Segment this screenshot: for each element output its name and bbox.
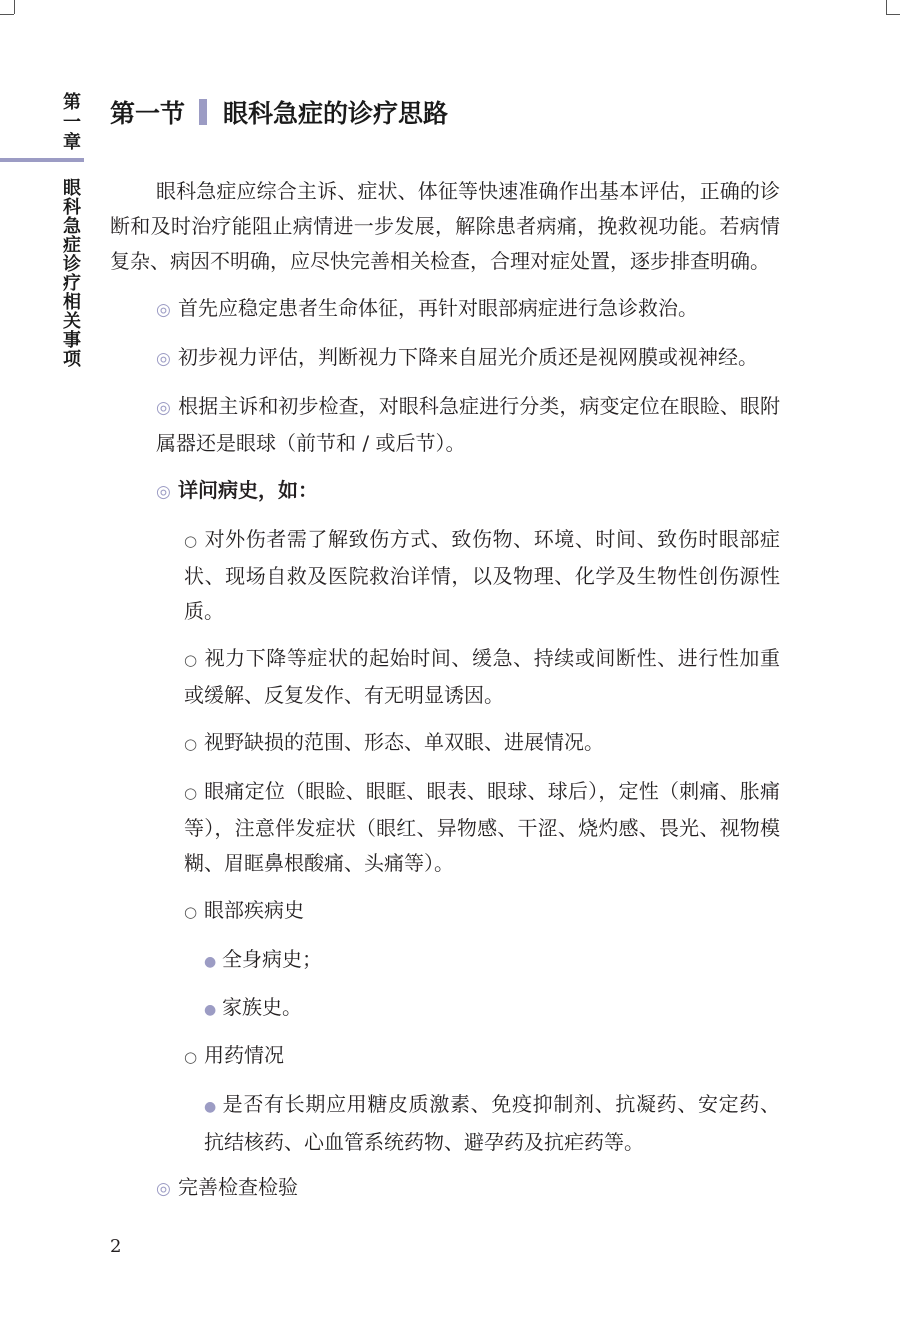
list-item-history-title bbox=[110, 473, 780, 510]
list-item-text: 根据主诉和初步检查，对眼科急症进行分类，病变定位在眼睑、眼附属器还是眼球（前节和 / 或后节）。 bbox=[156, 394, 780, 455]
sub-item-text: 眼痛定位（眼睑、眼眶、眼表、眼球、球后），定性（刺痛、胀痛等），注意伴发症状（眼红、异物感、干涩、烧灼感、畏光、视物模糊、眉眶鼻根酸痛、头痛等）。 bbox=[184, 779, 780, 875]
section-heading bbox=[110, 92, 448, 132]
circle-bullet-icon: ○ bbox=[184, 784, 198, 802]
sub-sub-item-text: 全身病史； bbox=[222, 947, 322, 971]
circle-bullet-icon: ○ bbox=[184, 735, 198, 753]
double-circle-bullet-icon: ◎ bbox=[156, 482, 171, 502]
sub-item-text: 对外伤者需了解致伤方式、致伤物、环境、时间、致伤时眼部症状、现场自救及医院救治详情，以及物理、化学及生物性创伤源性质。 bbox=[184, 527, 780, 623]
dot-bullet-icon: ● bbox=[204, 1002, 217, 1018]
sub-item-visual-field bbox=[110, 725, 780, 762]
list-item-text: 初步视力评估，判断视力下降来自屈光介质还是视网膜或视神经。 bbox=[178, 345, 758, 369]
dot-bullet-icon: ● bbox=[204, 1099, 217, 1115]
crop-mark-top-left-vertical bbox=[14, 0, 15, 14]
main-content bbox=[110, 174, 780, 1219]
double-circle-bullet-icon: ◎ bbox=[156, 398, 171, 418]
crop-mark-top-right-vertical bbox=[886, 0, 887, 14]
list-item-classify bbox=[110, 389, 780, 461]
circle-bullet-icon: ○ bbox=[184, 651, 198, 669]
sub-sub-item-systemic-history bbox=[110, 942, 780, 980]
sub-item-vision-loss bbox=[110, 641, 780, 713]
sub-item-text: 视力下降等症状的起始时间、缓急、持续或间断性、进行性加重或缓解、反复发作、有无明显诱因。 bbox=[184, 646, 780, 707]
sub-sub-item-family-history bbox=[110, 990, 780, 1028]
sub-item-text: 用药情况 bbox=[204, 1043, 284, 1067]
circle-bullet-icon: ○ bbox=[184, 903, 198, 921]
sub-sub-item-medication-detail bbox=[110, 1087, 780, 1160]
sub-item-text: 视野缺损的范围、形态、单双眼、进展情况。 bbox=[204, 730, 604, 754]
double-circle-bullet-icon: ◎ bbox=[156, 300, 171, 320]
list-item-vision-assess bbox=[110, 340, 780, 377]
history-heading: 详问病史，如： bbox=[178, 478, 318, 502]
double-circle-bullet-icon: ◎ bbox=[156, 1179, 171, 1199]
section-accent-bar bbox=[199, 99, 207, 125]
list-item-text: 完善检查检验 bbox=[178, 1175, 298, 1199]
circle-bullet-icon: ○ bbox=[184, 532, 198, 550]
chapter-subtitle: 眼科急症诊疗相关事项 bbox=[60, 178, 81, 368]
list-item-stabilize bbox=[110, 291, 780, 328]
chapter-divider bbox=[0, 158, 84, 162]
circle-bullet-icon: ○ bbox=[184, 1048, 198, 1066]
crop-mark-top-left-horizontal bbox=[0, 14, 14, 15]
list-item-text: 首先应稳定患者生命体征，再针对眼部病症进行急诊救治。 bbox=[178, 296, 698, 320]
double-circle-bullet-icon: ◎ bbox=[156, 349, 171, 369]
sub-item-pain bbox=[110, 774, 780, 881]
section-title: 眼科急症的诊疗思路 bbox=[223, 99, 449, 128]
sub-item-text: 眼部疾病史 bbox=[204, 898, 304, 922]
chapter-label: 第一章 bbox=[60, 92, 81, 152]
page-number: 2 bbox=[110, 1236, 122, 1257]
sub-sub-item-text: 家族史。 bbox=[222, 995, 302, 1019]
sub-item-trauma bbox=[110, 522, 780, 629]
sub-sub-item-text: 是否有长期应用糖皮质激素、免疫抑制剂、抗凝药、安定药、抗结核药、心血管系统药物、避孕药及抗疟药等。 bbox=[204, 1092, 780, 1154]
sub-item-medication bbox=[110, 1038, 780, 1075]
list-item-exams bbox=[110, 1170, 780, 1207]
crop-mark-top-right-horizontal bbox=[886, 14, 900, 15]
section-number: 第一节 bbox=[110, 99, 186, 128]
intro-paragraph: 眼科急症应综合主诉、症状、体征等快速准确作出基本评估，正确的诊断和及时治疗能阻止病情进一步发展，解除患者病痛，挽救视功能。若病情复杂、病因不明确，应尽快完善相关检查，合理对症处置，逐步排查明确。 bbox=[110, 179, 780, 273]
dot-bullet-icon: ● bbox=[204, 954, 217, 970]
sub-item-eye-disease bbox=[110, 893, 780, 930]
